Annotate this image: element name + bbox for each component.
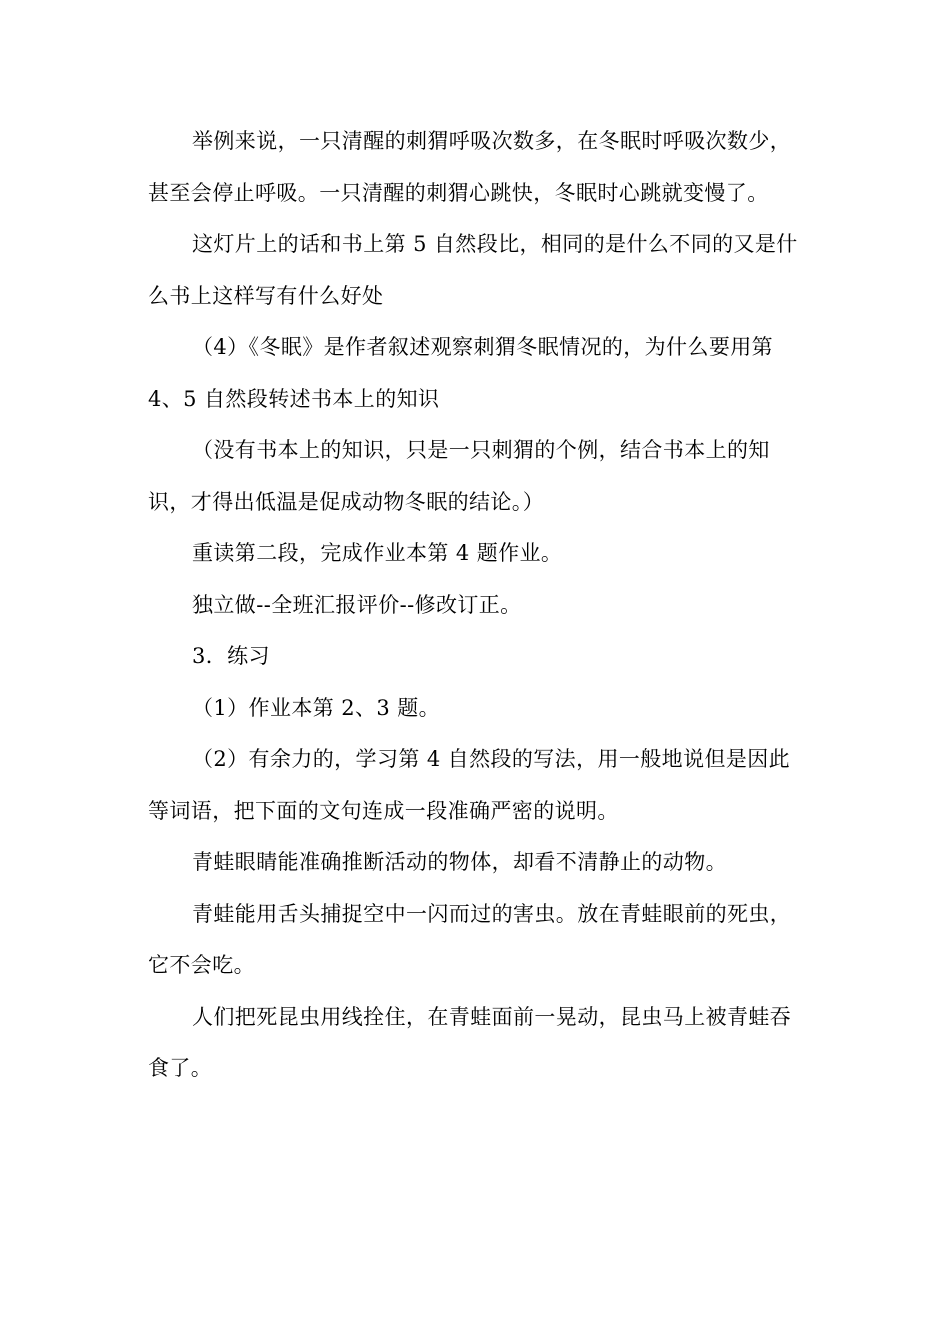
paragraph-frog-eyes: 青蛙眼睛能准确推断活动的物体，却看不清静止的动物。 (192, 850, 727, 874)
paragraph-hedgehog-breathing: 举例来说，一只清醒的刺猬呼吸次数多，在冬眠时呼吸次数少，甚至会停止呼吸。一只清醒的刺猬心跳快，冬眠时心跳就变慢了。 (148, 129, 792, 205)
section-heading-practice: 3．练习 (192, 644, 270, 668)
document-body (148, 116, 802, 1095)
paragraph-answer-note: （没有书本上的知识，只是一只刺猬的个例，结合书本上的知识，才得出低温是促成动物冬眠的结论。） (148, 438, 770, 514)
paragraph-reread-assignment: 重读第二段，完成作业本第 4 题作业。 (192, 541, 563, 565)
paragraph-exercise-1: （1）作业本第 2、3 题。 (192, 695, 441, 720)
paragraph-frog-tongue: 青蛙能用舌头捕捉空中一闪而过的害虫。放在青蛙眼前的死虫，它不会吃。 (148, 901, 792, 977)
paragraph-question-4: （4）《冬眠》是作者叙述观察刺猬冬眠情况的，为什么要用第 4、5 自然段转述书本上的知识 (148, 335, 774, 411)
paragraph-exercise-2: （2）有余力的，学习第 4 自然段的写法，用一般地说但是因此等词语，把下面的文句连成一段准确严密的说明。 (148, 747, 791, 823)
paragraph-slide-compare: 这灯片上的话和书上第 5 自然段比，相同的是什么不同的又是什么书上这样写有什么好处 (148, 232, 798, 308)
paragraph-independent-work: 独立做--全班汇报评价--修改订正。 (192, 592, 522, 617)
paragraph-frog-experiment: 人们把死昆虫用线拴住，在青蛙面前一晃动，昆虫马上被青蛙吞食了。 (148, 1004, 792, 1080)
